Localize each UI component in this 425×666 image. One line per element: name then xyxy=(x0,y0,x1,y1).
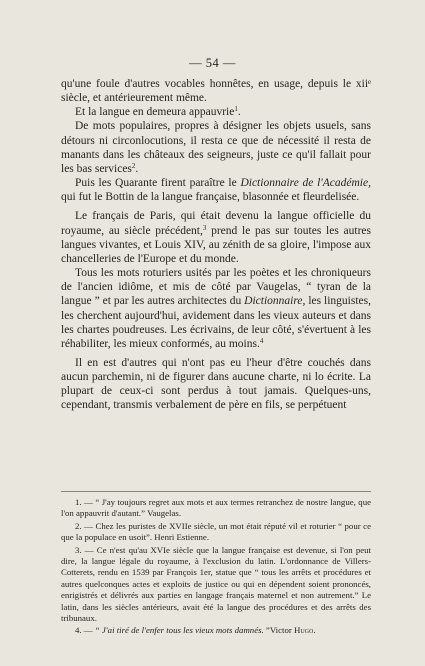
footnote-divider xyxy=(61,491,371,492)
paragraph-text: les linguistes, les cherchent aujourd'hui, avidement dans les vieux auteurs et dans les chartes poudreuses. Les écrivains, de leur côté, s'évertuent à les réhabiliter, les mieux conformés, au moins. xyxy=(61,295,371,350)
footnotes xyxy=(61,497,371,638)
footnote-text: 3. — Ce n'est qu'au XVIe siècle que la langue française est devenue, si l'on peut dire, la langue légale du royaume, à l'exclusion du latin. L'ordonnance de Villers-Cotterets, rendu en 1539 par François 1er, statue que “ tous les arrêts et procédures et autres quelconques actes et exploits de justice ou qui en dépendent soient prononcés, enrigistrés et délivrés aux parties en langage français maternel et non autrement.” Le latin, dans les siècles antérieurs, avait été la langue des procédures et des arrêts des tribunaux. xyxy=(61,544,371,624)
paragraph-text: qui fut le Bottin de la langue française, blasonnée et fleurdelisée. xyxy=(61,191,360,204)
footnote xyxy=(61,497,371,520)
paragraph xyxy=(61,77,371,105)
footnote-author: Hugo. xyxy=(293,625,316,636)
paragraph xyxy=(61,119,371,176)
paragraph xyxy=(61,176,371,204)
footnote-text: 2. — Chez les puristes de XVIIe siècle, un mot était réputé vil et roturier “ pour ce que la populace en usoit”. Henri Estienne. xyxy=(61,520,371,543)
paragraph-text: . xyxy=(135,162,139,175)
footnote-ref: 4 xyxy=(259,336,264,345)
paragraph xyxy=(61,356,371,413)
footnote xyxy=(61,625,371,636)
paragraph-text: Et la langue en demeura appauvrie xyxy=(75,106,235,119)
paragraph-text: qu'une foule d'autres vocables honnêtes, en usage, depuis le xiiᵉ siècle, et antérieurement même. xyxy=(61,78,371,105)
paragraph-text: Tous les mots roturiers usités par les poètes et les chroniqueurs de l'ancien idiôme, et mis de côté par Vaugelas, “ tyran de la langue ” et par les autres architectes du xyxy=(61,267,371,308)
paragraph-text: De mots populaires, propres à désigner les objets usuels, sans détours ni circonlocutions, il resta ce que de nécessité il resta de manants dans les châteaux des seigneurs, juste ce qu'il fallait pour les bas services xyxy=(61,120,371,175)
footnote xyxy=(61,545,371,625)
paragraph-text: Le français de Paris, qui était devenu la langue officielle du royaume, au siècle précédent, xyxy=(61,210,371,237)
footnote-quote: “ J'ai tiré de l'enfer tous les vieux mots damnés. xyxy=(94,625,264,636)
page-number: — 54 — xyxy=(189,56,236,70)
paragraph-text: . xyxy=(237,106,241,119)
body-text xyxy=(61,77,371,413)
paragraph xyxy=(61,209,371,266)
paragraph-text: prend le pas sur toutes les autres langues vivantes, et Louis XIV, au zénith de sa gloire, l'impose aux chancelleries de l'Europe et du monde. xyxy=(61,224,371,265)
italic-title: Dictionnaire, xyxy=(244,295,306,308)
italic-title: Dictionnaire de l'Académie, xyxy=(240,177,371,190)
paragraph-text: Il en est d'autres qui n'ont pas eu l'heur d'être couchés dans aucun parchemin, ni de figurer dans aucune charte, ni lo écrite. La plupart de ceux-ci sont perdus à tout jamais. Quelques-uns, cependant, transmis verbalement de père en fils, se perpétuent xyxy=(61,356,371,412)
footnote-text: 4. — xyxy=(75,625,95,636)
paragraph xyxy=(61,266,371,351)
footnote-ref: 3 xyxy=(202,223,207,232)
footnote-ref: 1 xyxy=(234,105,238,114)
footnote-ref: 2 xyxy=(131,161,136,170)
footnote xyxy=(61,521,371,544)
footnote-text: ”Victor xyxy=(263,625,294,636)
paragraph-text: Puis les Quarante firent paraître le xyxy=(75,177,241,190)
paragraph xyxy=(61,105,371,119)
footnote-text: 1. — “ J'ay toujours regret aux mots et aux termes retranchez de nostre langue, que l'on appauvrit d'autant.” Vaugelas. xyxy=(61,497,371,519)
